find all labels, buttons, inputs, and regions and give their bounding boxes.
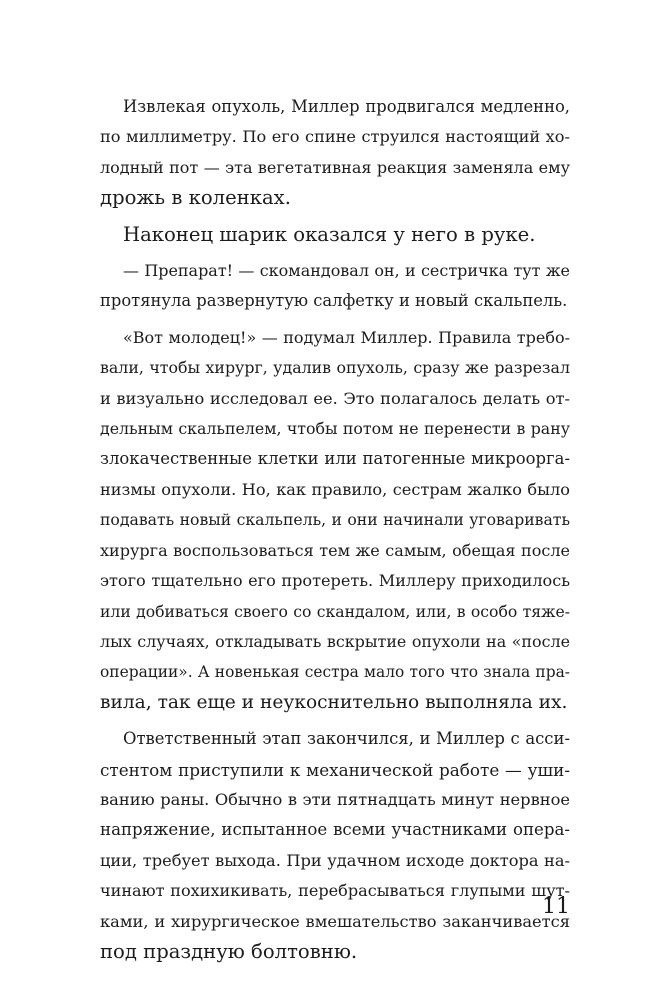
paragraph-2	[100, 220, 570, 250]
text-line: под праздную болтовню.	[100, 939, 358, 963]
paragraph-4	[100, 323, 570, 718]
paragraph-5	[100, 724, 570, 967]
paragraph-3	[100, 256, 570, 317]
text-line: протянула развернутую салфетку и новый скальпель.	[100, 291, 568, 311]
body-text	[100, 92, 570, 967]
text-line: напряжение, испытанное всеми участниками опера-	[100, 820, 570, 840]
text-line: «Вот молодец!» — подумал Миллер. Правила требо-	[123, 327, 570, 347]
text-line: и визуально исследовал ее. Это полагалось делать от-	[100, 388, 570, 408]
text-line: ками, и хирургическое вмешательство заканчивается	[100, 911, 570, 931]
text-line: вила, так еще и неукоснительно выполняла их.	[100, 691, 568, 713]
text-line: стентом приступили к механической работе — уши-	[100, 759, 570, 780]
text-line: низмы опухоли. Но, как правило, сестрам жалко было	[100, 479, 570, 499]
text-line: по миллиметру. По его спине струился настоящий хо-	[100, 127, 570, 147]
text-line: дельным скальпелем, чтобы потом не перенести в рану	[100, 419, 570, 439]
text-line: лодный пот — эта вегетативная реакция заменяла ему	[100, 157, 570, 177]
text-line: Ответственный этап закончился, и Миллер с асси-	[123, 729, 570, 749]
text-line: этого тщательно его протереть. Миллеру приходилось	[100, 571, 570, 591]
paragraph-1	[100, 92, 570, 214]
text-line: вали, чтобы хирург, удалив опухоль, сразу же разрезал	[100, 358, 570, 378]
page-number: 11	[542, 894, 570, 919]
text-line: — Препарат! — скомандовал он, и сестричка тут же	[123, 261, 570, 281]
text-line: Наконец шарик оказался у него в руке.	[123, 222, 536, 246]
text-line: чинают похихикивать, перебрасываться глупыми шут-	[100, 881, 570, 901]
text-line: или добиваться своего со скандалом, или, в особо тяже-	[100, 601, 570, 621]
text-line: ванию раны. Обычно в эти пятнадцать минут нервное	[100, 789, 570, 809]
text-line: Извлекая опухоль, Миллер продвигался медленно,	[123, 97, 570, 116]
text-line: ции, требует выхода. При удачном исходе доктора на-	[100, 850, 570, 870]
text-line: хирурга воспользоваться тем же самым, обещая после	[100, 540, 570, 560]
text-line: подавать новый скальпель, и они начинали уговаривать	[100, 510, 570, 530]
text-line: операции». А новенькая сестра мало того что знала пра-	[100, 663, 570, 682]
text-line: злокачественные клетки или патогенные микроорга-	[100, 449, 570, 469]
text-line: дрожь в коленках.	[100, 186, 291, 210]
text-line: лых случаях, откладывать вскрытие опухоли на «после	[100, 631, 570, 651]
